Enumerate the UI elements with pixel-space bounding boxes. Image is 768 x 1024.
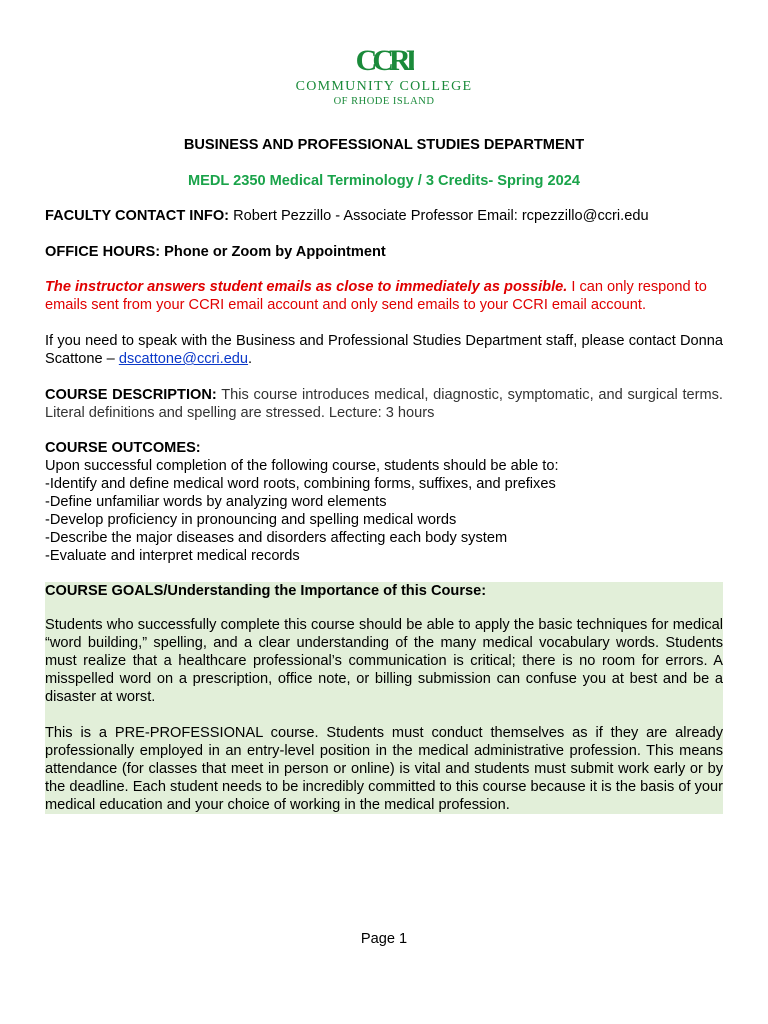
description-text: This course introduces medical, diagnostic, symptomatic, and surgical terms. Literal definitions and spelling are stressed. Lecture: 3 hours [45,387,723,421]
page-number: Page 1 [360,931,408,947]
email-policy [45,278,723,314]
faculty-contact [45,207,723,225]
email-policy-emphasis: The instructor answers student emails as close to immediately as possible. [45,279,568,295]
department-contact [45,332,723,368]
goals-paragraph-1: Students who successfully complete this course should be able to apply the basic techniques for medical “word building,” spelling, and a clear understanding of the many medical vocabulary words. Students must realize that a healthcare professional’s communication is critical; there is no room for errors. A misspelled word on a prescription, office note, or billing submission can confuse you at best and be a disaster at worst. [45,616,723,724]
college-logo [286,44,482,122]
outcome-item: -Define unfamiliar words by analyzing word elements [45,494,387,510]
faculty-label: FACULTY CONTACT INFO: [45,208,230,224]
goals-paragraph-2: This is a PRE-PROFESSIONAL course. Students must conduct themselves as if they are already professionally employed in an entry-level position in the medical administrative profession. This means attendance (for classes that meet in person or online) is vital and students must submit work early or by the deadline. Each student needs to be incredibly committed to this course because it is the basis of your medical education and your choice of working in the medical profession. [45,725,723,813]
goals-heading: COURSE GOALS/Understanding the Importance of this Course: [45,582,723,616]
outcome-item: -Develop proficiency in pronouncing and spelling medical words [45,512,457,528]
ccri-monogram-icon [354,44,414,76]
outcome-item: -Identify and define medical word roots, combining forms, suffixes, and prefixes [45,476,556,492]
outcome-item: -Describe the major diseases and disorders affecting each body system [45,530,508,546]
outcomes-intro: Upon successful completion of the following course, students should be able to: [45,458,559,474]
email-policy-rest: I can only respond to emails sent from your CCRI email account and only send emails to your CCRI email account. [45,279,707,313]
contact-email-link[interactable]: dscattone@ccri.edu [118,351,249,367]
contact-end: . [248,351,253,367]
svg-text:CCRI: CCRI [355,44,413,76]
logo-college-subname: OF RHODE ISLAND [333,96,435,107]
logo-college-name: COMMUNITY COLLEGE [295,79,473,94]
department-heading: BUSINESS AND PROFESSIONAL STUDIES DEPARTMENT [183,137,585,153]
course-description [45,386,723,422]
contact-text: If you need to speak with the Business and Professional Studies Department staff, please contact Donna Scattone – [45,333,723,367]
course-title: MEDL 2350 Medical Terminology / 3 Credits- Spring 2024 [188,173,580,189]
faculty-text: Robert Pezzillo - Associate Professor Email: rcpezzillo@ccri.edu [229,208,649,224]
office-hours: OFFICE HOURS: Phone or Zoom by Appointment [45,244,386,260]
description-label: COURSE DESCRIPTION: [45,387,217,403]
course-outcomes [45,439,723,565]
outcomes-heading: COURSE OUTCOMES: [45,440,201,456]
outcome-item: -Evaluate and interpret medical records [45,548,300,564]
